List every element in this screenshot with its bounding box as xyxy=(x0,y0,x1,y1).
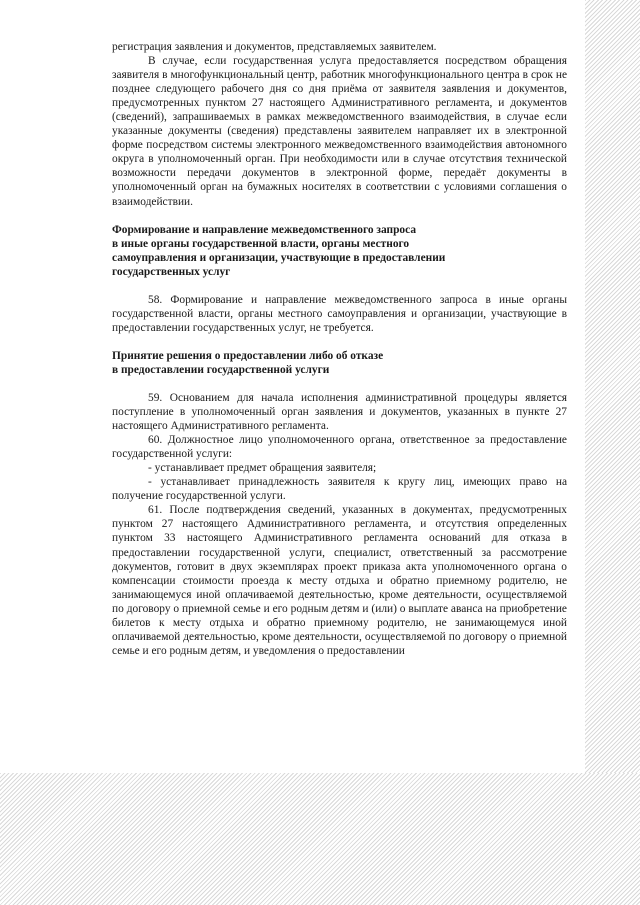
scan-border-bottom xyxy=(0,773,640,905)
scan-border-right xyxy=(585,0,640,773)
heading-line: самоуправления и организации, участвующие в предоставлении xyxy=(112,251,446,264)
paragraph-60-item-2: - устанавливает принадлежность заявителя к кругу лиц, имеющих право на получение государственной услуги. xyxy=(112,476,567,503)
paragraph-60-item-1: - устанавливает предмет обращения заявителя; xyxy=(148,462,377,475)
paragraph-60: 60. Должностное лицо уполномоченного органа, ответственное за предоставление государственной услуги: xyxy=(112,434,567,461)
section-heading-interagency-request xyxy=(112,223,567,279)
heading-line: в иные органы государственной власти, органы местного xyxy=(112,237,410,250)
paragraph-mfc: В случае, если государственная услуга предоставляется посредством обращения заявителя в многофункциональный центр, работник многофункционального центра в срок не позднее следующего рабочего дня со дня приёма от заявителя заявления и документов, предусмотренных пунктом 27 настоящего Административного регламента, и документов (сведений), запрашиваемых в рамках межведомственного взаимодействия, в случае если указанные документы (сведения) представлены заявителем направляет их в электронной форме посредством системы электронного межведомственного взаимодействия автономного округа в уполномоченный орган. При необходимости или в случае отсутствия технической возможности передачи документов в электронной форме, передаёт документы в уполномоченный орган на бумажных носителях в соответствии с условиями соглашения о взаимодействии. xyxy=(112,55,567,208)
heading-line: государственных услуг xyxy=(112,265,231,278)
section-heading-decision xyxy=(112,349,567,377)
paragraph-registration: регистрация заявления и документов, представляемых заявителем. xyxy=(112,41,437,53)
heading-line: Формирование и направление межведомственного запроса xyxy=(112,223,417,236)
heading-line: Принятие решения о предоставлении либо об отказе xyxy=(112,349,384,362)
paragraph-61: 61. После подтверждения сведений, указанных в документах, предусмотренных пунктом 27 настоящего Административного регламента, и отсутствия определенных пунктом 33 настоящего Административного регламента оснований для отказа в предоставлении государственной услуги, специалист, ответственный за рассмотрение документов, готовит в двух экземплярах проект приказа акта уполномоченного органа о компенсации стоимости проезда к месту отдыха и обратно приемному родителю, не занимающемуся иной оплачиваемой деятельностью, кроме деятельности, осуществляемой по договору о приемной семье и его родным детям и (или) о выплате аванса на приобретение билетов к месту отдыха и обратно приемному родителю, не занимающемуся иной оплачиваемой деятельностью, кроме деятельности, осуществляемой по договору о приемной семье и его родным детям, и уведомления о предоставлении xyxy=(112,504,567,657)
paragraph-58: 58. Формирование и направление межведомственного запроса в иные органы государственной власти, органы местного самоуправления и организации, участвующие в предоставлении государственных услуг, не требуется. xyxy=(112,293,567,334)
document-text xyxy=(112,40,567,658)
paragraph-59: 59. Основанием для начала исполнения административной процедуры является поступление в уполномоченный орган заявления и документов, указанных в пункте 27 настоящего Административного регламента. xyxy=(112,391,567,433)
heading-line: в предоставлении государственной услуги xyxy=(112,363,330,376)
